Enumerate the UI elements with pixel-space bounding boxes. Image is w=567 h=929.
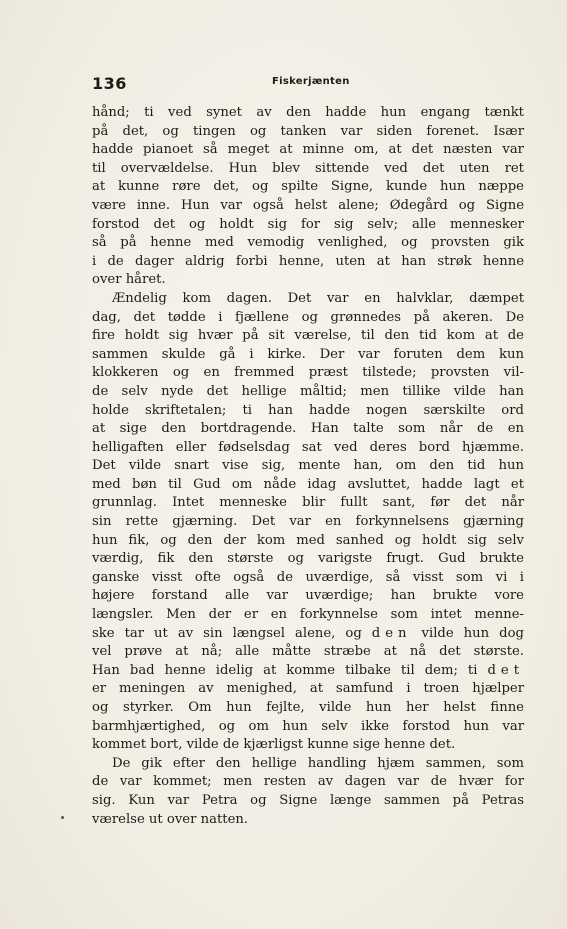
text-line: De gik efter den hellige handling hjæm sammen, som: [112, 755, 524, 771]
text-line: og styrker. Om hun fejlte, vilde hun her helst finne: [92, 700, 524, 715]
text-line: holde skriftetalen; ti han hadde nogen særskilte ord: [92, 402, 524, 418]
text-line: [92, 662, 524, 681]
margin-speck: [61, 816, 64, 819]
text-line: værdig, fik den største og varigste frugt. Gud brukte: [92, 551, 524, 567]
text-line: til overvældelse. Hun blev sittende ved det uten ret: [92, 160, 524, 176]
page-number: 136: [92, 74, 127, 93]
text-line-segment: Han bad henne idelig at komme tilbake til dem; ti: [92, 662, 488, 678]
text-line: længsler. Men der er en forkynnelse som intet menne-: [92, 607, 524, 623]
text-line: klokkeren og en fremmed præst tilstede; provsten vil-: [92, 365, 524, 381]
text-line: grunnlag. Intet menneske blir fullt sant, før det når: [92, 495, 524, 511]
text-line: på det, og tingen og tanken var siden forenet. Især: [92, 123, 524, 139]
text-line: Ændelig kom dagen. Det var en halvklar, dæmpet: [112, 290, 524, 306]
text-line: kommet bort, vilde de kjærligst kunne sige henne det.: [92, 737, 456, 753]
spaced-emphasis: den: [371, 625, 412, 641]
text-line: hånd; ti ved synet av den hadde hun engang tænkt: [92, 105, 524, 120]
text-line-segment: ske tar ut av sin længsel alene, og: [92, 625, 372, 641]
text-line: hun fik, og den der kom med sanhed og holdt sig selv: [92, 532, 524, 548]
text-line: ganske visst ofte også de uværdige, så visst som vi i: [92, 569, 524, 585]
text-line: vel prøve at nå; alle måtte stræbe at nå det største.: [92, 644, 524, 660]
text-line: [92, 625, 524, 644]
text-line: højere forstand alle var uværdige; han brukte vore: [92, 588, 524, 604]
text-line: i de dager aldrig forbi henne, uten at han strøk henne: [92, 253, 524, 269]
text-line: at sige den bortdragende. Han talte som når de en: [92, 421, 524, 437]
body-text: [92, 104, 524, 829]
text-line: de selv nyde det hellige måltid; men tillike vilde han: [92, 383, 524, 399]
text-line: så på henne med vemodig venlighed, og provsten gik: [92, 235, 524, 251]
text-line: fire holdt sig hvær på sit værelse, til den tid kom at de: [92, 328, 524, 344]
text-line: sammen skulde gå i kirke. Der var foruten dem kun: [92, 346, 524, 362]
text-line: med bøn til Gud om nåde idag avsluttet, hadde lagt et: [92, 476, 524, 492]
text-line: Det vilde snart vise sig, mente han, om den tid hun: [92, 458, 524, 474]
text-line: de var kommet; men resten av dagen var de hvær for: [92, 774, 524, 790]
text-line: hadde pianoet så meget at minne om, at det næsten var: [92, 142, 524, 158]
text-line: at kunne røre det, og spilte Signe, kunde hun næppe: [92, 179, 524, 195]
text-line: barmhjærtighed, og om hun selv ikke forstod hun var: [92, 718, 524, 734]
text-line: dag, det tødde i fjællene og grønnedes på akeren. De: [92, 309, 524, 325]
page-header: [92, 72, 524, 96]
text-line: sin rette gjærning. Det var en forkynnelsens gjærning: [92, 514, 524, 530]
running-head: Fiskerjænten: [272, 76, 350, 87]
text-line: værelse ut over natten.: [92, 811, 249, 827]
text-line: er meningen av menighed, at samfund i troen hjælper: [92, 681, 524, 697]
text-line: være inne. Hun var også helst alene; Ødegård og Signe: [92, 197, 524, 213]
text-line: helligaften eller fødselsdag sat ved deres bord hjæmme.: [92, 439, 524, 455]
text-line: sig. Kun var Petra og Signe længe sammen på Petras: [92, 792, 524, 808]
text-line-segment: vilde hun dog: [411, 625, 524, 641]
text-line: forstod det og holdt sig for sig selv; alle mennesker: [92, 216, 524, 232]
spaced-emphasis: det: [487, 662, 524, 678]
text-line: over håret.: [92, 272, 166, 288]
